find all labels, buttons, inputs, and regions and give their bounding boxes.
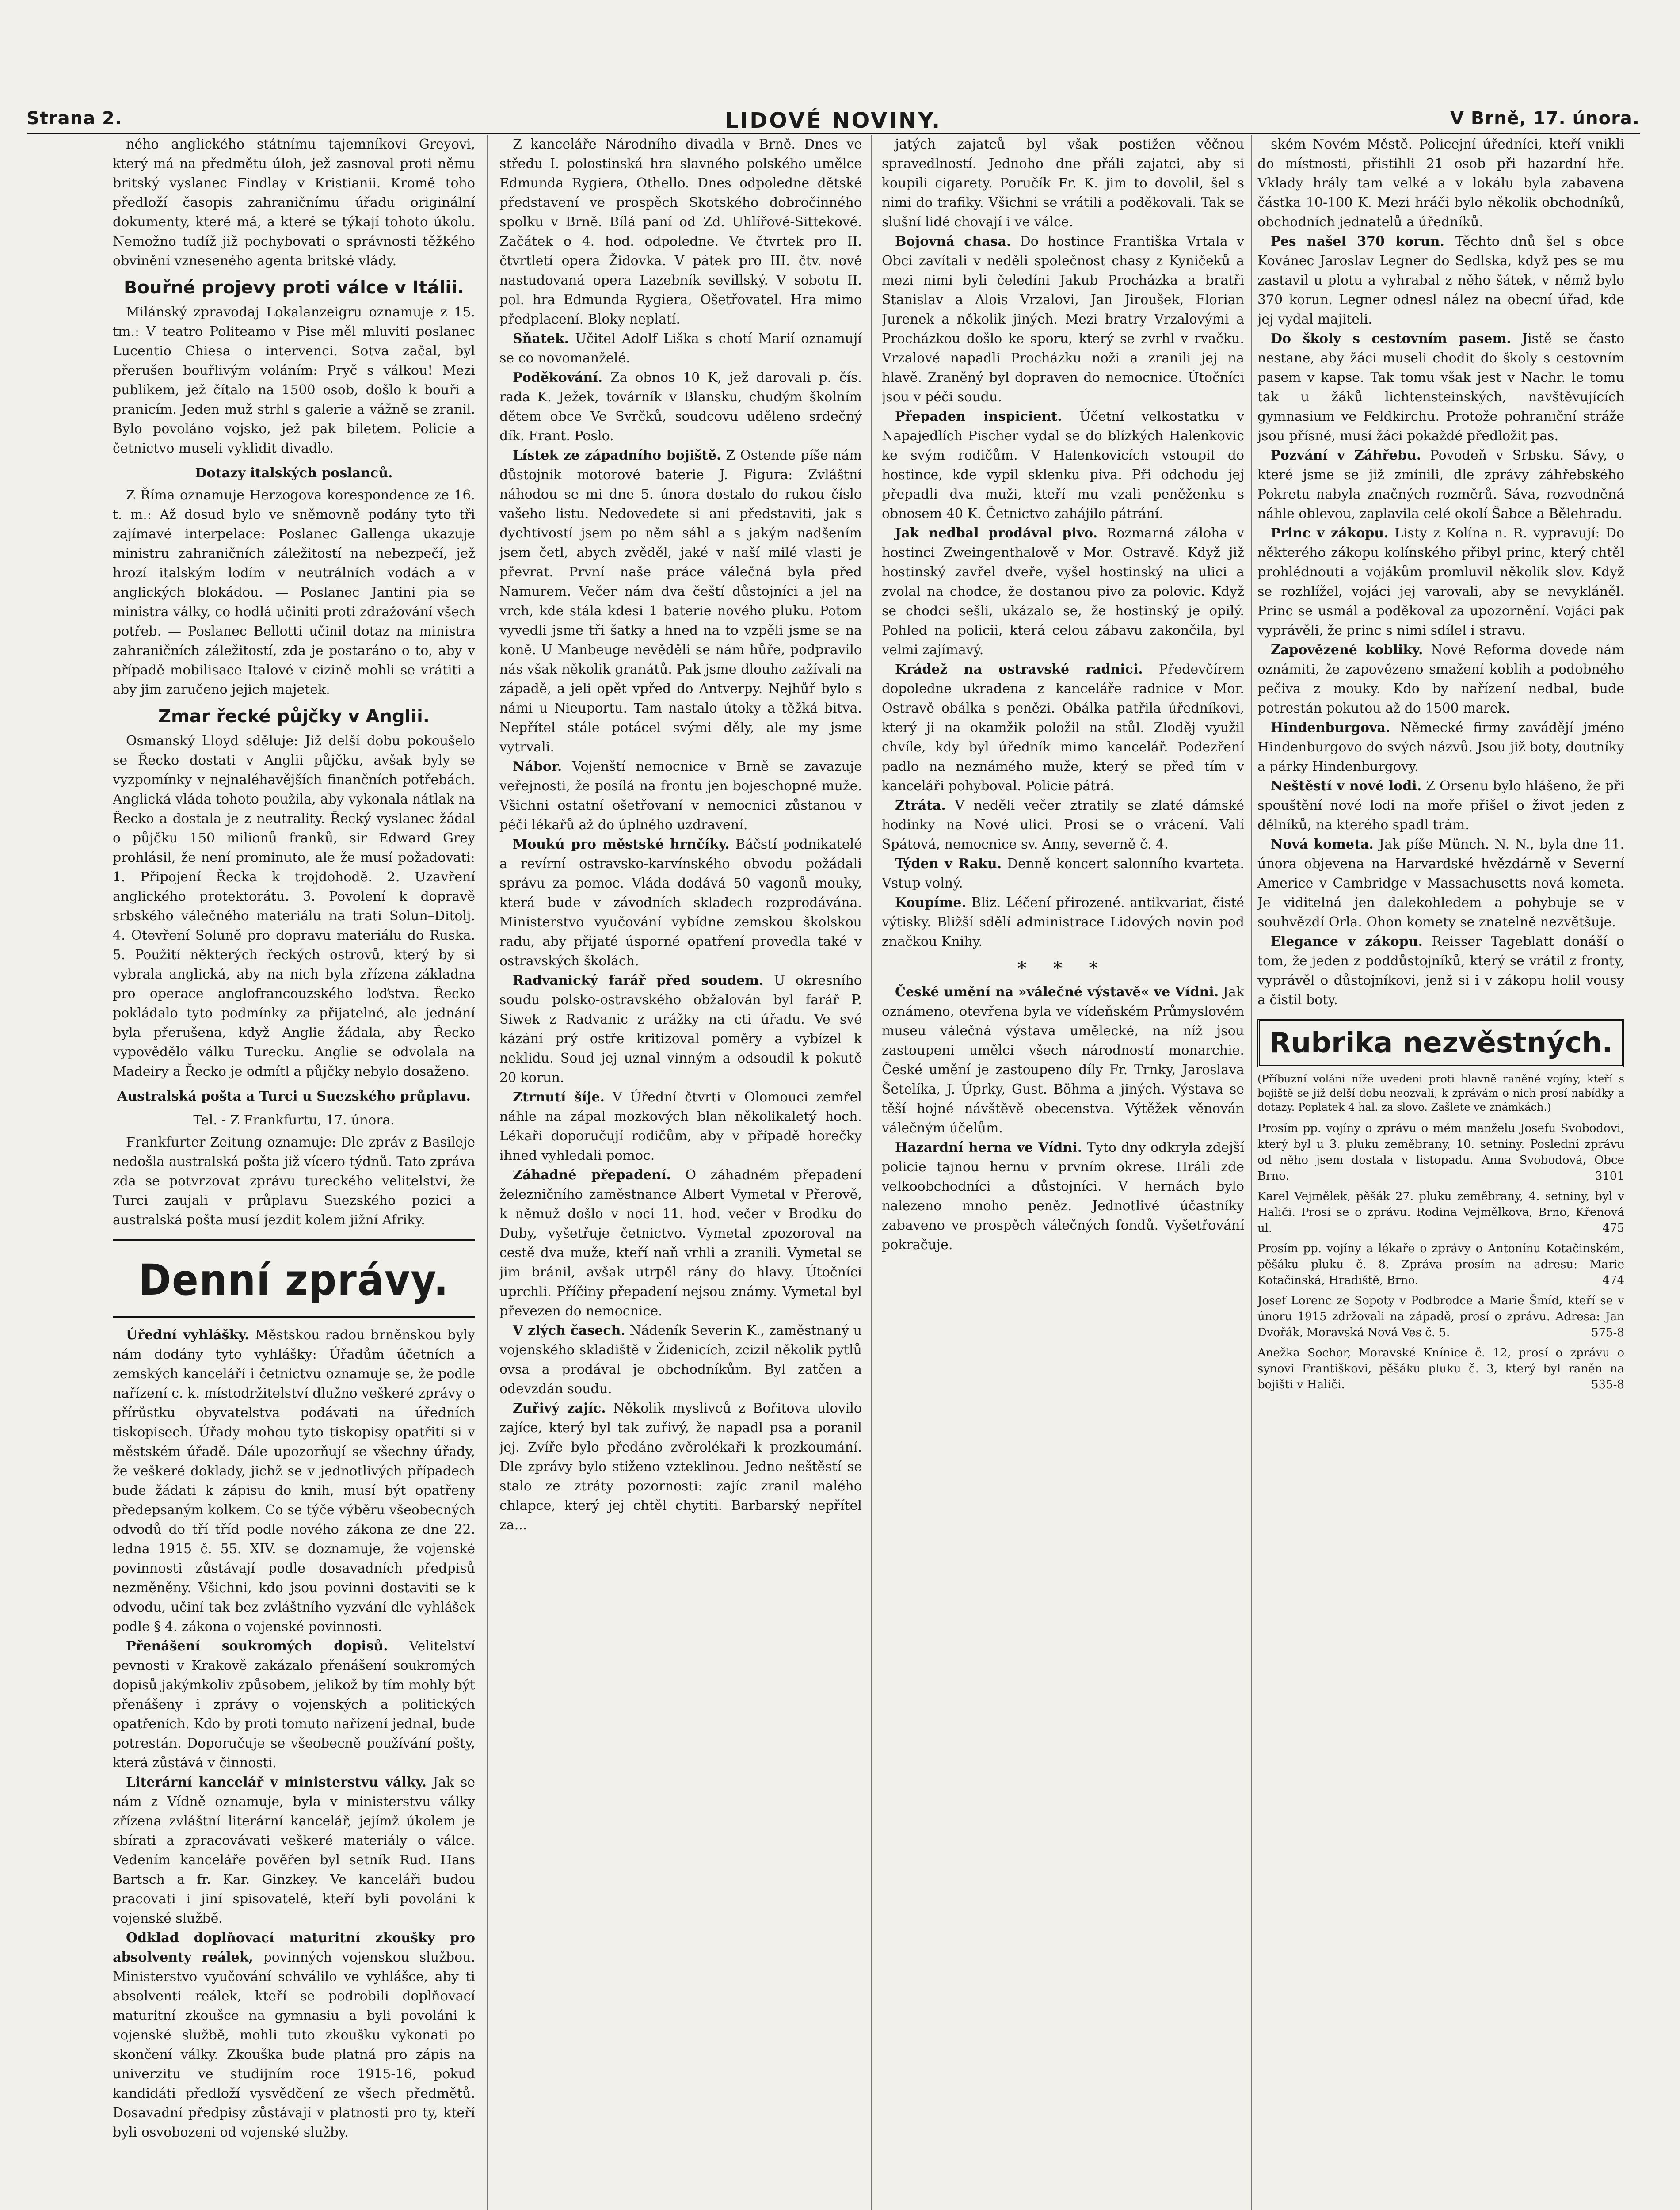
dateline: V Brně, 17. února. (1450, 108, 1640, 129)
column-3 (882, 135, 1244, 2210)
news-item-lead: Přenášení soukromých dopisů. (126, 1638, 388, 1654)
news-item-lead: Pozvání v Záhřebu. (1271, 448, 1421, 463)
news-item: Z kanceláře Národního divadla v Brně. Dnes ve středu I. polostinská hra slavného polského umělce Edmunda Rygiera, Othello. Dnes odpoledne dětské představení ve prospěch Skotského dobročinného spolku v Brně. Bílá paní od Zd. Uhlířové-Sittekové. Začátek o 4. hod. odpoledne. Ve čtvrtek pro II. čtvrtletí opera Židovka. V pátek pro III. čtv. nově nastudovaná opera Lazebník sevillský. V sobotu II. pol. hra Edmunda Rygiera, Ošetřovatel. Hra mimo předplacení. Bloky neplatí. (499, 137, 862, 327)
news-item (113, 1773, 475, 1928)
news-item-body: Listy z Kolína n. R. vypravují: Do některého zákopu kolínského přibyl princ, který chtěl prohlédnouti a vojákům promluvil několik slov. Když se rozhlížel, vojáci jej varovali, aby se nevykláněl. Princ se usmál a poděkoval za upozornění. Vojáci pak vyprávěli, že princ s nimi sdílel i stravu. (1257, 526, 1624, 638)
news-item-body: Do hostince Františka Vrtala v Obci zavítali v neděli společnost chasy z Kyničeků a mezi nimi byli čeledíni Jakub Procházka a bratři Stanislav a Alois Vrzalovi, Jan Jiroušek, Florian Jurenek a několik jiných. Mezi bratry Vrzalovými a Procházkou došlo ke sporu, který se zvrhl v rvačku. Vrzalové napadli Procházku noži a zranili jej na hlavě. Zraněný byl dopraven do nemocnice. Útočníci jsou v péči soudu. (882, 234, 1244, 405)
ad-text: Karel Vejmělek, pěšák 27. pluku zeměbrany, 4. setniny, byl v Haliči. Prosí se o zprávu. Rodina Vejmělkova, Brno, Křenová ul. (1257, 1190, 1624, 1235)
news-item-body: Městskou radou brněnskou byly nám dodány tyto vyhlášky: Úřadům účetních a zemských kanceláří i četnictvu oznamuje se, že podle nařízení c. k. místodržitelství dlužno veškeré zprávy o přírůstku obyvatelstva podávati na úředních tiskopisech. Úřady mohou tyto tiskopisy opatřiti si v městském úřadě. Dále upozorňují se všechny úřady, že veškeré doklady, jichž se v jednotlivých případech bude žádati k zápisu do knih, musí být opatřeny předepsaným kolkem. Co se týče výběru všeobecných odvodů do tří tříd podle nového zákona ze dne 22. ledna 1915 č. 55. XIV. se doznamuje, že vojenské povinnosti zůstávají podle dosavadních předpisů nezměněny. Všichni, kdo jsou povinni dostaviti se k odvodu, učiní tak bez zvláštního vyzvání dle vyhlášek podle § 4. zákona o vojenské povinnosti. (113, 1327, 475, 1635)
news-item (499, 1321, 862, 1399)
news-item-lead: Nová kometa. (1271, 837, 1374, 852)
article-continuation: ného anglického státnímu tajemníkovi Greyovi, který má na předmětu úloh, jež zasnoval proti němu britský vyslanec Findlay v Kristianii. Kromě toho předloží časopis zahraničnímu úřadu originální dokumenty, které má, a které se týkají tohoto úkolu. Nemožno tudíž již pochybovati o správnosti těžkého obvinění vzneseného agenta britské vlády. (113, 137, 475, 269)
news-item (882, 854, 1244, 893)
news-item-body: Jak se nám z Vídně oznamuje, byla v ministerstvu války zřízena zvláštní literární kancelář, jejímž úkolem je sbírati a zpracovávati veškeré materiály o válce. Vedením kanceláře pověřen byl setník Rud. Hans Bartsch a fr. Kar. Ginzkey. Ve kanceláři budou pracovati i jiní spisovatelé, kteří byli povoláni k vojenské službě. (113, 1775, 475, 1926)
article-body: Frankfurter Zeitung oznamuje: Dle zpráv z Basileje nedošla australská pošta již vícero týdnů. Tato zpráva zda se potvrzovat zprávu tureckého velitelství, že Turci zaujali v průplavu Suezského pozici a australská pošta musí jezdit kolem jižní Afriky. (113, 1135, 475, 1228)
news-item-lead: Radvanický farář před soudem. (513, 973, 764, 988)
article-dateline: Tel. - Z Frankfurtu, 17. února. (193, 1113, 395, 1128)
news-item-body: Tyto dny odkryla zdejší policie tajnou hernu v prvním okrese. Hráli zde velkoobchodníci a důstojníci. V hernách bylo nalezeno mnoho peněz. Jednotlivé účastníky zabaveno ve prospěch válečných fondů. Vyšetřování pokračuje. (882, 1140, 1244, 1253)
news-item-lead: Princ v zákopu. (1271, 526, 1389, 541)
news-item (882, 1138, 1244, 1255)
article-body: Z Říma oznamuje Herzogova korespondence ze 16. t. m.: Až dosud bylo ve sněmovně podány tyto tři zajímavé interpelace: Poslanec Gallenga ukazuje ministru zahraničních záležitostí na nebezpečí, jež hrozí italským lodím v neutrálních vodách a v anglických blokádou. — Poslanec Jantini pia se ministra války, co hodlá učiniti proti zdražování všech potřeb. — Poslanec Bellotti učinil dotaz na ministra zahraničních záležitostí, zda je postaráno o to, aby v případě mobilisace Italové v cizině mohli se vrátiti a aby jim zaručeno jejich majetek. (113, 488, 475, 697)
subheadline: Dotazy italských poslanců. (195, 465, 393, 481)
news-item (1257, 640, 1624, 718)
news-item (499, 835, 862, 971)
classified-ad (1257, 1189, 1624, 1236)
news-item (499, 368, 862, 446)
news-item (499, 1166, 862, 1321)
news-item (1257, 777, 1624, 835)
news-item-lead: Přepaden inspicient. (895, 409, 1062, 424)
news-item (499, 446, 862, 757)
news-item: ském Novém Městě. Policejní úředníci, kteří vnikli do místnosti, přistihli 21 osob při hazardní hře. Vklady hrály tam velké a v lokálu byla zabavena částka 10-100 K. Mezi hráči bylo několik obchodníků, obchodních jednatelů a úředníků. (1257, 137, 1624, 230)
article-italian-deputies (113, 464, 475, 700)
news-item-lead: Elegance v zákopu. (1271, 934, 1423, 949)
news-item-lead: Hindenburgova. (1271, 720, 1390, 735)
news-item-body: Bliz. Léčení přirozené. antikvariat, čisté výtisky. Bližší sdělí administrace Lidových novin pod značkou Knihy. (882, 895, 1244, 949)
news-item-lead: Hazardní herna ve Vídni. (895, 1140, 1082, 1155)
section-divider: * * * (1017, 958, 1109, 979)
news-item-body: Za obnos 10 K, jež darovali p. čís. rada K. Ježek, továrník v Blansku, chudým školním dětem obce Ve Svrčků, soudcovu uděleno srdečný dík. Frant. Poslo. (499, 370, 862, 444)
subheadline: Australská pošta a Turci u Suezského průplavu. (117, 1089, 471, 1104)
news-item-lead: V zlých časech. (513, 1323, 625, 1338)
news-item-body: V neděli večer ztratily se zlaté dámské hodinky na Nové ulici. Prosí se o vrácení. Valí Spátová, nemocnice sv. Anny, severně č. 4. (882, 798, 1244, 852)
ad-number: 475 (1602, 1222, 1624, 1235)
news-item (499, 971, 862, 1088)
news-item-lead: Nábor. (513, 759, 562, 774)
ad-text: Josef Lorenc ze Sopoty v Podbrodce a Marie Šmíd, kteří se v únoru 1915 zdržovali na západě, prosí o zprávu. Adresa: Jan Dvořák, Moravská Nová Ves č. 5. (1257, 1294, 1624, 1339)
section-header (113, 1239, 475, 1318)
news-item (499, 1088, 862, 1166)
news-item-body: povinných vojenskou službou. Ministerstvo vyučování schválilo ve vyhlášce, aby ti absolventi reálek, kteří se podrobili doplňovací maturitní zkoušce na gymnasiu a byli povoláni k vojenské službě, mohli tuto zkoušku vykonati po skončení války. Zkouška bude platná pro zápis na univerzitu ve studijním roce 1915-16, pokud kandidáti předloží vysvědčení ze všech předmětů. Dosavadní předpisy zůstávají v platnosti pro ty, kteří byli osvobozeni od vojenské služby. (113, 1950, 475, 2140)
news-item-body: Povodeň v Srbsku. Sávy, o které jsme se již zmínili, dle zprávy záhřebského Pokretu nabyla značných rozměrů. Sáva, rozvodněná náhle oblevou, zaplavila celé okolí Šabce a Bělehradu. (1257, 448, 1624, 522)
news-item-lead: Koupíme. (895, 895, 966, 911)
news-item-lead: Poděkování. (513, 370, 603, 385)
news-item-lead: Literární kancelář v ministerstvu války. (126, 1775, 427, 1790)
news-item-lead: Zapovězené kobliky. (1271, 642, 1423, 658)
classified-ad (1257, 1345, 1624, 1393)
news-item-body: O záhadném přepadení železničního zaměstnance Albert Vymetal v Přerově, k němuž došlo v noci 11. hod. večer v Brodku do Duby, vyšetřuje četnictvo. Vymetal zpozoroval na cestě dva muže, kteří naň vrhli a zranili. Vymetal se jim bránil, avšak utrpěl rány do hlavy. Útočníci uprchli. Příčiny přepadení nejsou známy. Vymetal byl převezen do nemocnice. (499, 1167, 862, 1319)
news-item-body: Z Ostende píše nám důstojník motorové baterie J. Figura: Zvláštní náhodou se mi dne 5. února dostalo do rukou číslo vašeho listu. Nedovedete si ani představiti, jak s dychtivostí jsem po něm sáhl a s jakým nadšením jsem četl, abych zvěděl, jaké v naší milé vlasti je převrat. První naše práce válečná byla před Namurem. Večer nám dva čeští důstojníci a jel na vrch, kde stála kdesi 1 baterie nového pluku. Potom vyvedli jsme tři šatky a hned na to vzpěli jsme se na koně. U Manbeuge nevěděli se nám hůře, podpravilo nás však několik granátů. Pak jsme dlouho zažívali na západě, a jeli opět vpřed do Antverpy. Nejhůř bylo s námi u Nieuportu. Tam nastalo útoky a těžká bitva. Nepřítel stále potácel svými děly, ale my jsme vytrvali. (499, 448, 862, 755)
news-item-lead: Sňatek. (513, 331, 569, 347)
ad-text: Prosím pp. vojíny o zprávu o mém manželu Josefu Svobodovi, který byl u 3. pluku zeměbrany, 10. setniny. Poslední zprávu od něho jsem dostala v listopadu. Anna Svobodová, Obce Brno. (1257, 1122, 1624, 1183)
news-item (882, 893, 1244, 952)
news-item-lead: Jak nedbal prodával pivo. (895, 526, 1098, 541)
news-item-body: Velitelství pevnosti v Krakově zakázalo přenášení soukromých dopisů jakýmkoliv způsobem, jelikož by tím mohly být přenášeny i zprávy o vojenských a politických opatřeních. Kdo by proti tomuto nařízení jednal, bude potrestán. Doporučuje se všeobecně používání pošty, která zůstává v činnosti. (113, 1638, 475, 1771)
article-body: Osmanský Lloyd sděluje: Již delší dobu pokoušelo se Řecko dostati v Anglii půjčku, avšak byly se vyzpomínky v nejnaléhavějších finančních potřebách. Anglická vláda tohoto použila, aby vykonala nátlak na Řecko a dostala je z neutrality. Řecký vyslanec žádal o půjčku 150 milionů franků, sir Edward Grey prohlásil, že není prominuto, ale že musí požadovati: 1. Připojení Řecka k trojdohodě. 2. Uzavření anglického protektorátu. 3. Povolení k dopravě srbského válečného materiálu na trati Solun–Ditolj. 4. Otevření Soluně pro dopravu materiálu do Ruska. 5. Použití některých řeckých ostrovů, který by si vybrala anglická, aby na nich byla zřízena základna pro operace anglofrancouzského loďstva. Řecko pokládalo tyto podmínky za přijatelné, ale jednání byla přerušena, když Anglie žádala, aby Řecko vypovědělo válku Turecku. Anglie se odvolala na Madeiry a Řecko je odmítl a půjčky nebylo dosaženo. (113, 733, 475, 1079)
ad-number: 474 (1602, 1274, 1624, 1287)
news-item-lead: Úřední vyhlášky. (126, 1327, 249, 1343)
news-item (882, 407, 1244, 524)
news-item-body: Jistě se často nestane, aby žáci museli chodit do školy s cestovním pasem v kapse. Tak tomu však jest v Nachr. le tomu tak u žáků lichtensteinských, navštěvujících gymnasium ve Feldkirchu. Protože pohraniční stráže jsou přísné, musí žáci pokaždé předložit pas. (1257, 331, 1624, 444)
ad-number: 575-8 (1591, 1326, 1624, 1339)
news-item-body: Z Orsenu bylo hlášeno, že při spouštění nové lodi na moře přišel o život jeden z dělníků, na kterého spadl trám. (1257, 778, 1624, 833)
news-item (113, 1637, 475, 1773)
article-body: Milánský zpravodaj Lokalanzeigru oznamuje z 15. tm.: V teatro Politeamo v Pise měl mluviti poslanec Lucentio Chiesa o intervenci. Sotva začal, byl přerušen bouřlivým voláním: Pryč s válkou! Mezi publikem, jež čítalo na 1500 osob, došlo k bouři a pranicím. Jeden muž strhl s galerie a vážně se zranil. Bylo povoláno vojsko, jež pak biletem. Policie a četnictvo museli vyklidit divadlo. (113, 305, 475, 456)
news-item-body: U okresního soudu polsko-ostravského obžalován byl farář P. Siwek z Radvanic z urážky na cti úřadu. Ve své kázání prý ostře kritizoval poměry a vybízel k neklidu. Soud jej uznal vinným a odsoudil k pokutě 20 korun. (499, 973, 862, 1086)
news-item (882, 660, 1244, 796)
news-item-body: V Úřední čtvrti v Olomouci zemřel náhle na zápal mozkových blan několikaletý hoch. Lékaři doporučují rodičům, aby v případě horečky ihned vyhledali pomoc. (499, 1090, 862, 1163)
article-italy-protests (113, 277, 475, 458)
news-item-lead: Moukú pro městské hrnčíky. (513, 837, 730, 852)
page-number: Strana 2. (27, 108, 122, 129)
news-item-body: Nové Reforma dovede nám oznámiti, že zapovězeno smažení koblih a podobného pečiva z mouky. Kdo by nařízení nedbal, bude potrestán pokutou až do 1500 marek. (1257, 642, 1624, 716)
news-item-body: Jak píše Münch. N. N., byla dne 11. února objevena na Harvardské hvězdárně v Severní Americe v Cambridge v Massachusetts nová kometa. Je viditelná jen dalekohledem a pohybuje se v souhvězdí Orla. Ohon komety se znatelně nezvětšuje. (1257, 837, 1624, 930)
column-1 (113, 135, 475, 2210)
news-item-body: Báčstí podnikatelé a revírní ostravsko-karvínského obvodu požádali správu za pomoc. Vláda dodává 50 vagonů mouky, která bude v závodních skladech rozprodávána. Ministerstvo vyučování vybídne zemskou školskou radu, aby přijaté úsporné opatření provedla také v ostravských školách. (499, 837, 862, 969)
column-2 (499, 135, 862, 2210)
headline: Zmar řecké půjčky v Anglii. (158, 706, 430, 727)
headline: Bouřné projevy proti válce v Itálii. (124, 278, 464, 298)
news-item (1257, 718, 1624, 777)
news-item-lead: České umění na »válečné výstavě« ve Vídni. (895, 984, 1219, 1000)
news-item (113, 1928, 475, 2142)
news-item (499, 1399, 862, 1535)
missing-persons-header: Rubrika nezvěstných. (1257, 1019, 1624, 1067)
news-item-body: Vojenští nemocnice v Brně se zavazuje veřejnosti, že posílá na frontu jen bojeschopné muže. Všichni ostatní ošetřovaní v nemocnici zůstanou v péči lékařů až do úplného uzdravení. (499, 759, 862, 833)
news-item-body: Předevčírem dopoledne ukradena z kanceláře radnice v Mor. Ostravě obálka s penězi. Obálka patřila úředníkovi, který ji na okamžik položil na stůl. Zloděj využil chvíle, kdy byl úředník mimo kancelář. Podezření padlo na neznámého muže, který se před tím v kanceláři pohyboval. Policie pátrá. (882, 662, 1244, 794)
news-item-body: Nádeník Severin K., zaměstnaný u vojenského skladiště v Židenicích, zcizil několik pytlů ovsa a prodával je obchodníkům. Byl zatčen a odevzdán soudu. (499, 1323, 862, 1397)
news-item-lead: Pes našel 370 korun. (1271, 234, 1444, 249)
news-item-body: Německé firmy zavádějí jméno Hindenburgovo do svých názvů. Jsou již boty, doutníky a párky Hindenburgovy. (1257, 720, 1624, 774)
article-greek-loan (113, 706, 475, 1082)
section-title: Denní zprávy. (138, 1255, 450, 1305)
news-item (1257, 524, 1624, 640)
classified-ad (1257, 1293, 1624, 1341)
column-rule (871, 135, 872, 2210)
news-item-lead: Do školy s cestovním pasem. (1271, 331, 1511, 347)
article-australian-post (113, 1087, 475, 1230)
news-item (499, 329, 862, 368)
news-item-body: Rozmarná záloha v hostinci Zweingenthalově v Mor. Ostravě. Když již hostinský zavřel dveře, vyšel hostinský na ulici a zvolal na chodce, že dostanou pivo za polovic. Když se chodci sešli, ukázalo se, že hostinský je opilý. Pohled na policii, která celou zábavu zakončila, byl velmi zajímavý. (882, 526, 1244, 658)
news-item (113, 1326, 475, 1637)
news-item-lead: Zuřivý zajíc. (513, 1401, 606, 1416)
column-rule (1251, 135, 1252, 2210)
news-item-lead: Týden v Raku. (895, 856, 1002, 872)
news-item-lead: Záhadné přepadení. (513, 1167, 671, 1183)
news-item-body: Jak oznámeno, otevřena byla ve vídeňském Průmyslovém museu válečná výstava umělecké, na níž jsou zastoupeni umělci všech národností monarchie. České umění je zastoupeno díly Fr. Trnky, Jaroslava Šetelíka, J. Úprky, Gust. Böhma a jiných. Výstava se těší hojné návštěvě obecenstva. Výtěžek věnován válečným účelům. (882, 984, 1244, 1136)
column-rule (487, 135, 488, 2210)
news-item (1257, 835, 1624, 932)
news-item-lead: Krádež na ostravské radnici. (895, 662, 1143, 677)
ad-number: 535-8 (1591, 1378, 1624, 1391)
news-item-body: Denně koncert salonního kvarteta. Vstup volný. (882, 856, 1244, 891)
news-item-lead: Lístek ze západního bojiště. (513, 448, 721, 463)
news-item-body: Učitel Adolf Liška s chotí Marií oznamují se co novomanželé. (499, 331, 862, 366)
news-item-body: Několik myslivců z Bořitova ulovilo zajíce, který byl tak zuřivý, že napadl psa a poranil jej. Zvíře bylo předáno zvěrolékaři k prozkoumání. Dle zprávy bylo stiženo vzteklinou. Jedno neštěstí se stalo ze ztráty pozornosti: zajíc zranil malého chlapce, který jej chtěl chytiti. Barbarský nepřítel za... (499, 1401, 862, 1533)
news-item-body: Reisser Tageblatt donáší o tom, že jeden z poddůstojníků, který se vrátil z fronty, vyprávěl o důstojníkovi, jenž si i v zákopu holil vousy a čistil boty. (1257, 934, 1624, 1008)
classified-ad (1257, 1241, 1624, 1288)
news-item-lead: Ztráta. (895, 798, 946, 813)
news-item-body: Účetní velkostatku v Napajedlích Pischer vydal se do blízkých Halenkovic ke svým rodičům. V Halenkovicích vstoupil do hostince, kde vypil sklenku piva. Při odchodu jej přepadli dva muži, kteří mu vzali peněženku s obnosem 40 K. Četnictvo zahájilo pátrání. (882, 409, 1244, 522)
news-item-lead: Ztrnutí šíje. (513, 1090, 605, 1105)
ad-number: 3101 (1595, 1170, 1624, 1183)
news-item: jatých zajatců byl však postižen věčnou spravedlností. Jednoho dne přáli zajatci, aby si koupili cigarety. Poručík Fr. K. jim to dovolil, šel s nimi do trafiky. Všichni se vrátili a poděkovali. Tak se slušní lidé chovají i ve válce. (882, 137, 1244, 230)
news-item (882, 524, 1244, 660)
masthead (27, 66, 1640, 134)
news-item (1257, 932, 1624, 1010)
ad-text: Anežka Sochor, Moravské Knínice č. 12, prosí o zprávu o synovi Františkovi, pěšáku pluku č. 3, který byl raněn na bojišti v Haliči. (1257, 1346, 1624, 1391)
column-4 (1257, 135, 1624, 2210)
news-item (499, 757, 862, 835)
classified-ad (1257, 1120, 1624, 1184)
news-item (882, 796, 1244, 854)
newspaper-title: LIDOVÉ NOVINY. (724, 108, 942, 133)
news-item-body: Těchto dnů šel s obce Kovánec Jaroslav Legner do Sedlska, když pes se mu zastavil u plotu a vyhrabal z něho šátek, v němž bylo 370 korun. Legner odnesl nález na obecní úřad, kde jej vydal majiteli. (1257, 234, 1624, 327)
news-item (1257, 232, 1624, 329)
news-item (882, 983, 1244, 1138)
news-item (882, 232, 1244, 407)
news-item-lead: Bojovná chasa. (895, 234, 1011, 249)
news-item-lead: Neštěstí v nové lodi. (1271, 778, 1422, 794)
ad-text: Prosím pp. vojíny a lékaře o zprávy o Antonínu Kotačinském, pěšáku pluku č. 8. Zpráva prosím na adresu: Marie Kotačinská, Hradiště, Brno. (1257, 1242, 1624, 1287)
news-item (1257, 329, 1624, 446)
missing-persons-note: (Příbuzní voláni níže uvedeni proti hlavně raněné vojíny, kteří s bojiště se již delší dobu neozvali, k zprávám o nich prosí nabídky a dotazy. Poplatek 4 hal. za slovo. Zašlete ve známkách.) (1257, 1073, 1624, 1113)
news-item-lead: Odklad doplňovací maturitní zkoušky pro absolventy reálek, (113, 1930, 475, 1965)
news-item (1257, 446, 1624, 524)
